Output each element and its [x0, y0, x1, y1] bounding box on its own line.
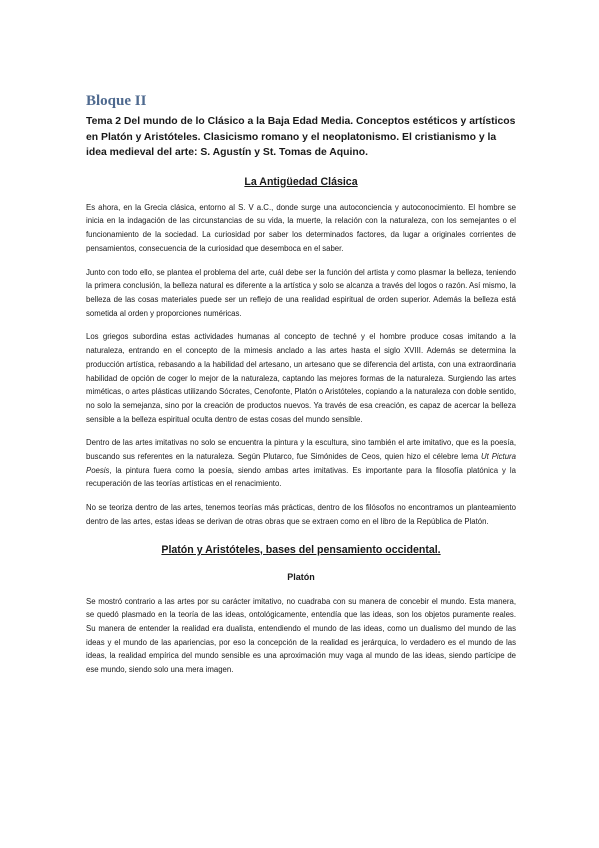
paragraph: Se mostró contrario a las artes por su carácter imitativo, no cuadraba con su manera de concebir el mundo. Esta manera, se quedó plasmado en la teoría de las ideas, ontológicamente, entendía que las ideas, son los objetos puramente reales. Su manera de entender la realidad era dualista, entendiendo el mundo de las ideas, como un dualismo del mundo de las ideas y el mundo de las apariencias, por eso la concepción de la realidad es jerárquica, lo verdadero es el mundo de las ideas, la realidad empírica del mundo sensible es una aproximación muy vaga al mundo de las ideas, siendo partícipe de ese mundo, siendo solo una mera imagen.: [86, 596, 516, 675]
section-heading-antiguedad: La Antigüedad Clásica: [244, 175, 358, 188]
paragraph: Los griegos subordina estas actividades humanas al concepto de techné y el hombre produce cosas imitando a la naturaleza, entrando en el concepto de la mimesis anclado a las artes hasta el siglo XVIII. Además se determina la producción artística, rebasando a la habilidad del artesano, un artesano que se diferencia del artista, con una extraordinaria habilidad de opción de coger lo mejor de la naturaleza, captando las mejores formas de la naturaleza. Surgiendo las artes miméticas, o artes plásticas utilizando Sócrates, Cenofonte, Platón o Aristóteles, copiando a la naturaleza con doble sentido, no solo la semejanza, sino por la creación de productos nuevos. Ya través de esa creación, es capaz de acercar la belleza sensible a la belleza espiritual oculta dentro de estas cosas del mundo sensible.: [86, 332, 516, 424]
bloque-title: Bloque II: [86, 93, 147, 109]
paragraph-text: , la pintura fuera como la poesía, siendo ambas artes imitativas. Es importante para la filosofía platónica y la recuperación de las teorías artísticas en el renacimiento.: [86, 465, 516, 489]
subheading-platon: Platón: [287, 571, 315, 582]
document-content: [86, 92, 516, 677]
paragraph: [86, 436, 516, 491]
paragraph-text: Dentro de las artes imitativas no solo se encuentra la pintura y la escultura, sino también el arte imitativo, que es la poesía, buscando sus referentes en la naturaleza. Según Plutarco, fue Simónides de Ceos, quien hizo el célebre lema: [86, 438, 516, 462]
paragraph: Es ahora, en la Grecia clásica, entorno al S. V a.C., donde surge una autoconciencia y autoconocimiento. El hombre se inicia en la indagación de las circunstancias de su vida, la muerte, la relación con la naturaleza, con los semejantes o el funcionamiento de la sociedad. La curiosidad por saber los determinados factores, da lugar a originales corrientes de pensamientos, consecuencia de la curiosidad que desemboca en el saber.: [86, 202, 516, 253]
paragraph: No se teoriza dentro de las artes, tenemos teorías más prácticas, dentro de los filósofos no encontramos un planteamiento dentro de las artes, estas ideas se derivan de otras obras que se extraen como en el libro de la República de Platón.: [86, 503, 516, 526]
tema-subtitle: Tema 2 Del mundo de lo Clásico a la Baja Edad Media. Conceptos estéticos y artísticos en Platón y Aristóteles. Clasicismo romano y el neoplatonismo. El cristianismo y la idea medieval del arte: S. Agustín y St. Tomas de Aquino.: [86, 116, 516, 159]
section-heading-platon-aristoteles: Platón y Aristóteles, bases del pensamiento occidental.: [161, 543, 441, 556]
paragraph: Junto con todo ello, se plantea el problema del arte, cuál debe ser la función del artista y como plasmar la belleza, teniendo la primera conclusión, la belleza natural es diferente a la artística y solo se alcanza a través del logos o razón. Así mismo, la belleza de las cosas materiales puede ser un reflejo de una realidad espiritual de orden superior. Además la belleza está sometida al orden y proporciones numéricas.: [86, 267, 516, 318]
italic-quote: Ut Pictura Poesis: [86, 452, 516, 475]
